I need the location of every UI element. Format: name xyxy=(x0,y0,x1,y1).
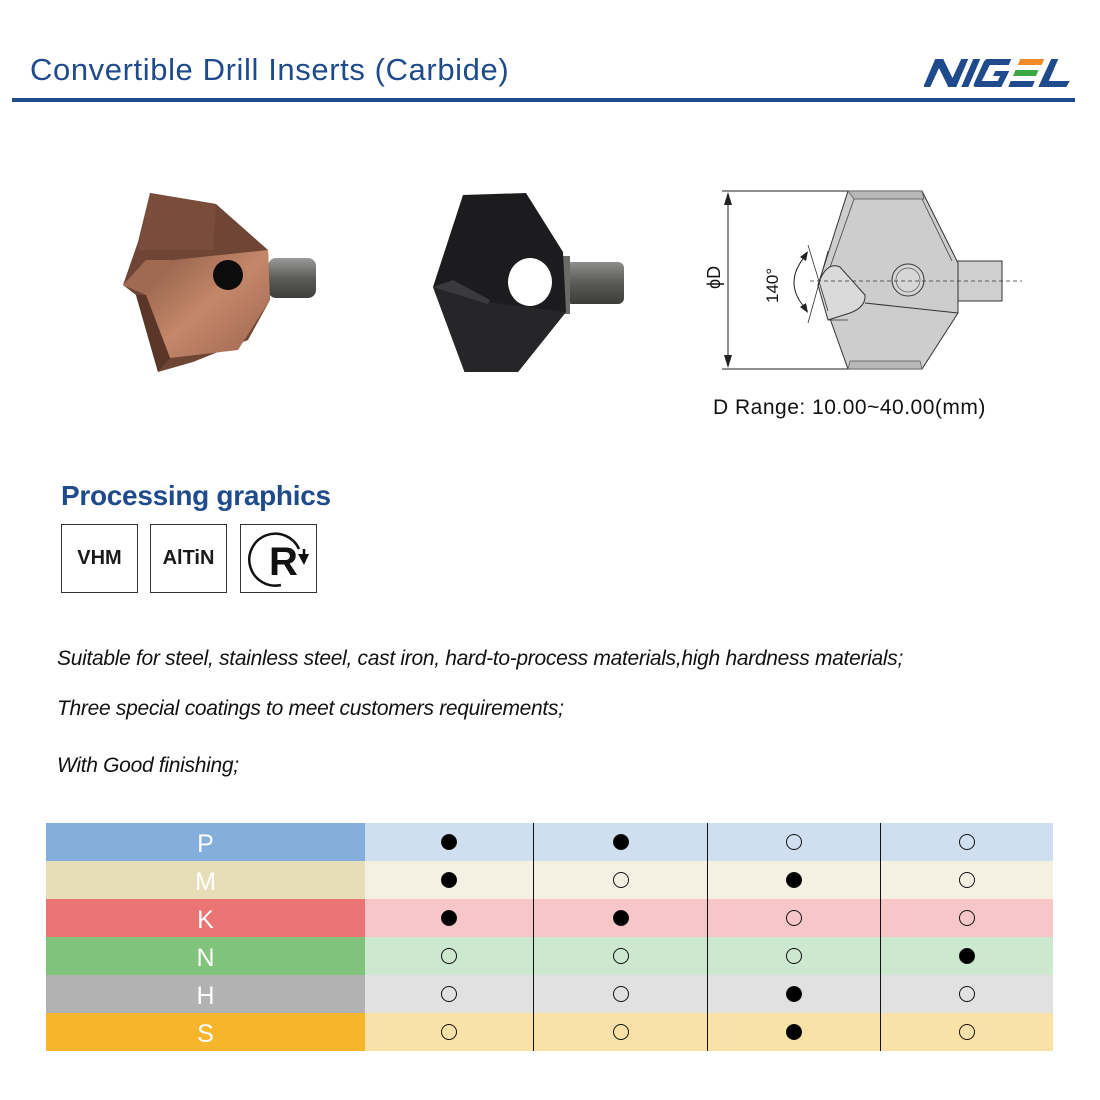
diameter-label: ϕD xyxy=(704,265,724,289)
table-row xyxy=(46,899,1053,937)
open-circle-icon xyxy=(959,834,975,850)
open-circle-icon xyxy=(959,1024,975,1040)
table-cell xyxy=(365,1013,533,1051)
processing-graphics-title: Processing graphics xyxy=(61,480,331,511)
vhm-icon: VHM xyxy=(77,547,122,569)
d-range-text: D Range: 10.00~40.00(mm) xyxy=(713,396,986,419)
open-circle-icon xyxy=(613,1024,629,1040)
table-cell xyxy=(533,937,707,975)
open-circle-icon xyxy=(613,872,629,888)
open-circle-icon xyxy=(441,948,457,964)
table-cell xyxy=(533,823,707,861)
filled-circle-icon xyxy=(613,834,629,850)
right-hand-rotation-icon xyxy=(243,527,315,591)
open-circle-icon xyxy=(441,1024,457,1040)
black-drill-insert-image xyxy=(428,192,628,372)
open-circle-icon xyxy=(959,872,975,888)
description-line-1: Suitable for steel, stainless steel, cast iron, hard-to-process materials,high hardness materials; xyxy=(57,647,903,670)
filled-circle-icon xyxy=(959,948,975,964)
header-divider xyxy=(12,98,1075,102)
filled-circle-icon xyxy=(441,910,457,926)
material-group-label: M xyxy=(46,861,365,899)
open-circle-icon xyxy=(786,834,802,850)
table-cell xyxy=(707,975,880,1013)
table-cell xyxy=(880,823,1053,861)
open-circle-icon xyxy=(613,986,629,1002)
material-group-label: K xyxy=(46,899,365,937)
material-suitability-table xyxy=(46,823,1053,1051)
table-cell xyxy=(880,937,1053,975)
table-cell xyxy=(707,899,880,937)
table-cell xyxy=(880,975,1053,1013)
description-line-2: Three special coatings to meet customers requirements; xyxy=(57,697,564,720)
filled-circle-icon xyxy=(613,910,629,926)
open-circle-icon xyxy=(959,986,975,1002)
table-cell xyxy=(880,861,1053,899)
open-circle-icon xyxy=(441,986,457,1002)
vhm-badge xyxy=(61,524,138,593)
table-cell xyxy=(365,899,533,937)
table-row xyxy=(46,861,1053,899)
altin-badge xyxy=(150,524,227,593)
drill-insert-diagram xyxy=(700,185,1030,380)
filled-circle-icon xyxy=(786,872,802,888)
table-row xyxy=(46,823,1053,861)
material-group-label: N xyxy=(46,937,365,975)
table-cell xyxy=(365,937,533,975)
filled-circle-icon xyxy=(786,1024,802,1040)
svg-text:R: R xyxy=(268,539,298,584)
angle-label: 140° xyxy=(763,267,782,303)
table-cell xyxy=(365,975,533,1013)
table-cell xyxy=(707,1013,880,1051)
table-cell xyxy=(365,823,533,861)
table-cell xyxy=(707,937,880,975)
table-cell xyxy=(533,1013,707,1051)
material-group-label: S xyxy=(46,1013,365,1051)
altin-coating-icon: AlTiN xyxy=(162,547,215,569)
copper-drill-insert-image xyxy=(118,190,323,375)
open-circle-icon xyxy=(613,948,629,964)
open-circle-icon xyxy=(959,910,975,926)
material-group-label: P xyxy=(46,823,365,861)
open-circle-icon xyxy=(786,910,802,926)
table-cell xyxy=(880,1013,1053,1051)
table-cell xyxy=(533,975,707,1013)
material-group-label: H xyxy=(46,975,365,1013)
description-line-3: With Good finishing; xyxy=(57,754,239,777)
table-cell xyxy=(365,861,533,899)
table-row xyxy=(46,975,1053,1013)
table-cell xyxy=(533,899,707,937)
table-cell xyxy=(707,861,880,899)
table-row xyxy=(46,1013,1053,1051)
filled-circle-icon xyxy=(441,834,457,850)
filled-circle-icon xyxy=(786,986,802,1002)
nigel-logo xyxy=(924,56,1076,90)
table-cell xyxy=(707,823,880,861)
open-circle-icon xyxy=(786,948,802,964)
page-title: Convertible Drill Inserts (Carbide) xyxy=(30,52,510,87)
table-cell xyxy=(533,861,707,899)
right-hand-rotation-badge xyxy=(240,524,317,593)
table-cell xyxy=(880,899,1053,937)
filled-circle-icon xyxy=(441,872,457,888)
table-row xyxy=(46,937,1053,975)
